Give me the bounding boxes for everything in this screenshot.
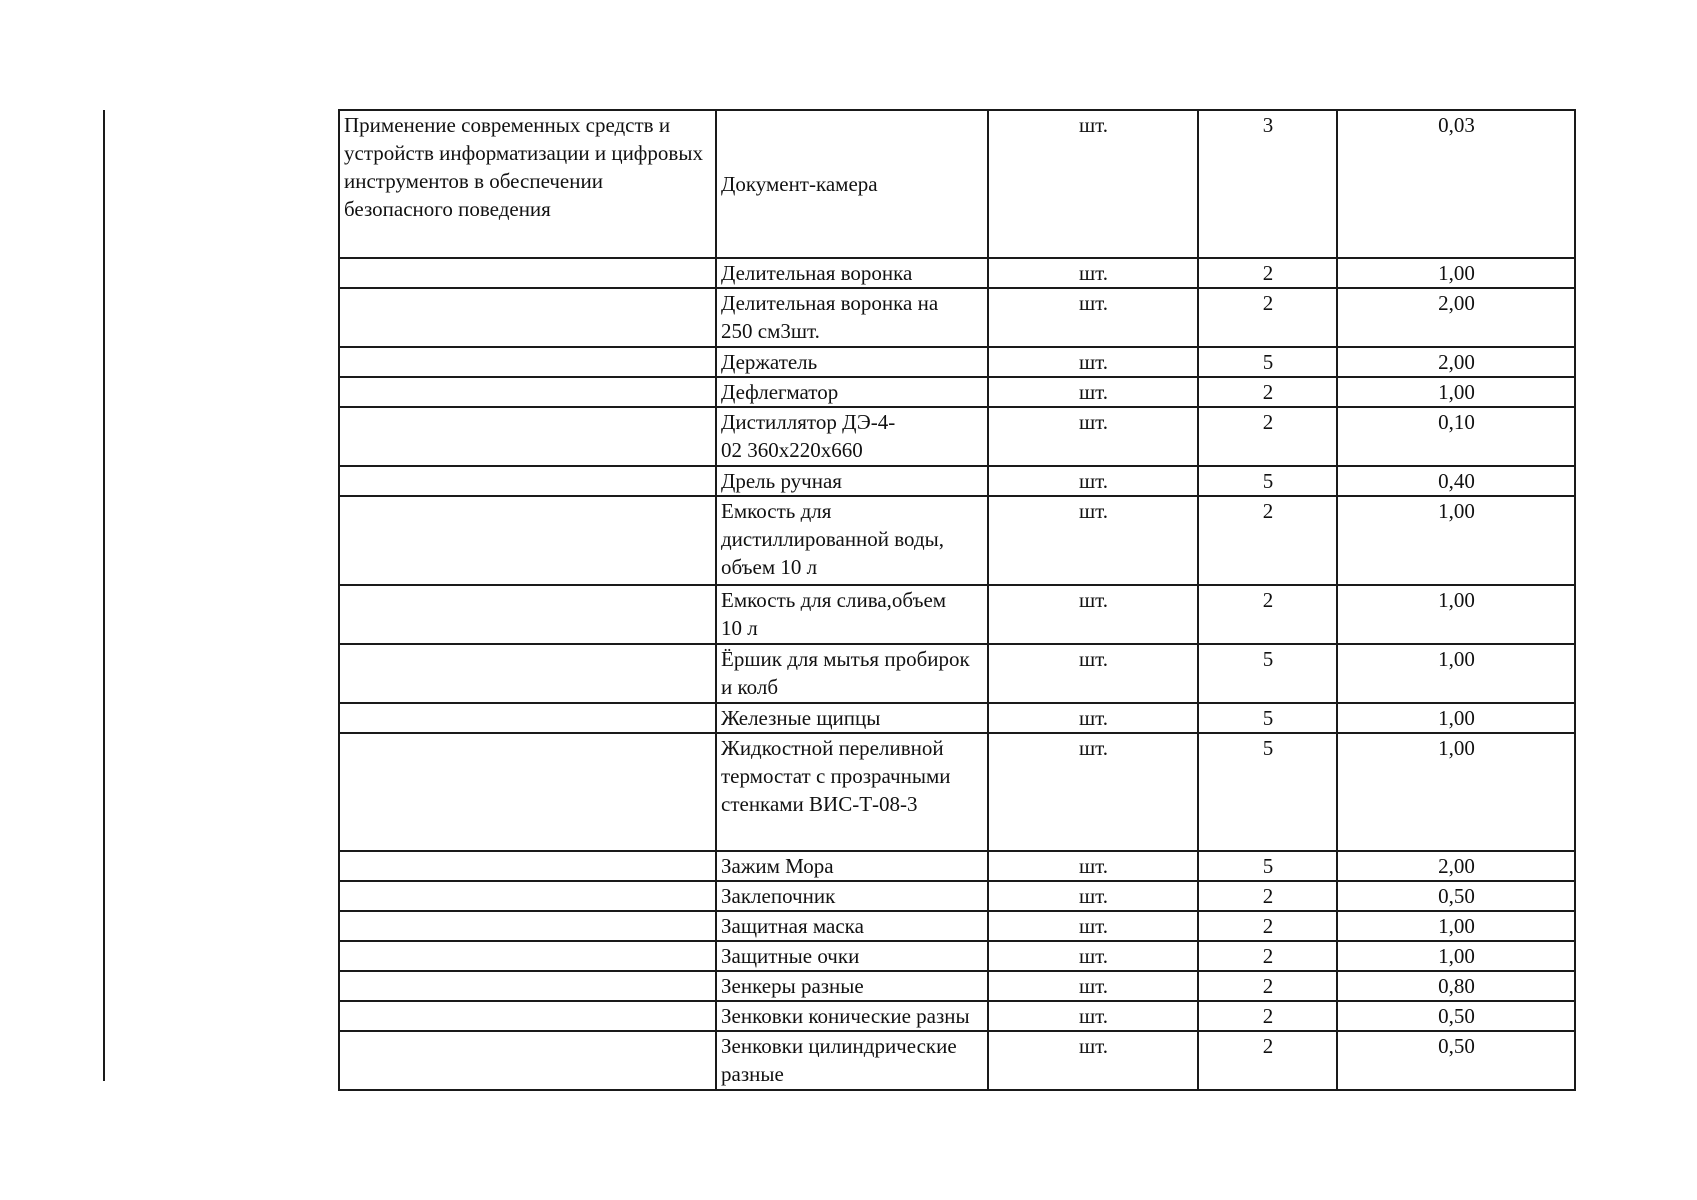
unit-cell: шт. xyxy=(988,377,1198,407)
table-row xyxy=(339,1001,1575,1031)
quantity-cell: 5 xyxy=(1198,644,1337,703)
table-row xyxy=(339,496,1575,585)
item-name-cell: Зенковки цилиндрические разные xyxy=(716,1031,988,1090)
quantity-cell: 2 xyxy=(1198,1031,1337,1090)
table-row xyxy=(339,911,1575,941)
table-row xyxy=(339,1031,1575,1090)
norm-cell: 1,00 xyxy=(1337,585,1575,644)
section-cell xyxy=(339,466,716,496)
item-name-cell: Дрель ручная xyxy=(716,466,988,496)
unit-cell: шт. xyxy=(988,585,1198,644)
norm-cell: 0,10 xyxy=(1337,407,1575,466)
norm-cell: 0,03 xyxy=(1337,110,1575,258)
quantity-cell: 2 xyxy=(1198,496,1337,585)
item-name-cell: Делительная воронка xyxy=(716,258,988,288)
norm-cell: 1,00 xyxy=(1337,496,1575,585)
section-cell xyxy=(339,703,716,733)
item-name-cell: Железные щипцы xyxy=(716,703,988,733)
unit-cell: шт. xyxy=(988,466,1198,496)
quantity-cell: 2 xyxy=(1198,407,1337,466)
norm-cell: 2,00 xyxy=(1337,288,1575,347)
item-name-cell: Емкость для дистиллированной воды, объем 10 л xyxy=(716,496,988,585)
item-name-cell: Дистиллятор ДЭ-4- 02 360х220х660 xyxy=(716,407,988,466)
section-cell xyxy=(339,1031,716,1090)
norm-cell: 1,00 xyxy=(1337,703,1575,733)
norm-cell: 0,50 xyxy=(1337,881,1575,911)
section-cell xyxy=(339,407,716,466)
section-cell xyxy=(339,941,716,971)
quantity-cell: 2 xyxy=(1198,911,1337,941)
quantity-cell: 2 xyxy=(1198,1001,1337,1031)
item-name-cell: Зенкеры разные xyxy=(716,971,988,1001)
section-cell xyxy=(339,911,716,941)
unit-cell: шт. xyxy=(988,971,1198,1001)
item-name-cell: Защитные очки xyxy=(716,941,988,971)
norm-cell: 1,00 xyxy=(1337,733,1575,851)
section-cell xyxy=(339,733,716,851)
table-row xyxy=(339,258,1575,288)
unit-cell: шт. xyxy=(988,881,1198,911)
quantity-cell: 2 xyxy=(1198,971,1337,1001)
unit-cell: шт. xyxy=(988,703,1198,733)
section-cell xyxy=(339,496,716,585)
section-cell xyxy=(339,377,716,407)
section-cell xyxy=(339,644,716,703)
quantity-cell: 5 xyxy=(1198,733,1337,851)
norm-cell: 1,00 xyxy=(1337,911,1575,941)
norm-cell: 2,00 xyxy=(1337,851,1575,881)
norm-cell: 0,50 xyxy=(1337,1001,1575,1031)
quantity-cell: 2 xyxy=(1198,377,1337,407)
unit-cell: шт. xyxy=(988,288,1198,347)
item-name-cell: Ёршик для мытья пробирок и колб xyxy=(716,644,988,703)
quantity-cell: 5 xyxy=(1198,347,1337,377)
quantity-cell: 3 xyxy=(1198,110,1337,258)
unit-cell: шт. xyxy=(988,407,1198,466)
norm-cell: 1,00 xyxy=(1337,941,1575,971)
item-name-cell: Зенковки конические разны xyxy=(716,1001,988,1031)
equipment-table xyxy=(338,109,1576,1091)
table-row xyxy=(339,733,1575,851)
quantity-cell: 5 xyxy=(1198,466,1337,496)
section-cell xyxy=(339,881,716,911)
unit-cell: шт. xyxy=(988,911,1198,941)
norm-cell: 1,00 xyxy=(1337,377,1575,407)
section-cell xyxy=(339,851,716,881)
item-name-cell: Делительная воронка на 250 см3шт. xyxy=(716,288,988,347)
unit-cell: шт. xyxy=(988,941,1198,971)
norm-cell: 0,40 xyxy=(1337,466,1575,496)
section-cell xyxy=(339,258,716,288)
table-row xyxy=(339,377,1575,407)
table-row xyxy=(339,288,1575,347)
table-row xyxy=(339,851,1575,881)
quantity-cell: 5 xyxy=(1198,851,1337,881)
table-row xyxy=(339,466,1575,496)
norm-cell: 1,00 xyxy=(1337,258,1575,288)
table-row xyxy=(339,941,1575,971)
unit-cell: шт. xyxy=(988,733,1198,851)
table-row xyxy=(339,703,1575,733)
unit-cell: шт. xyxy=(988,644,1198,703)
section-cell xyxy=(339,585,716,644)
item-name-cell: Зажим Мора xyxy=(716,851,988,881)
table-row xyxy=(339,881,1575,911)
unit-cell: шт. xyxy=(988,496,1198,585)
table-row xyxy=(339,971,1575,1001)
unit-cell: шт. xyxy=(988,258,1198,288)
table-row xyxy=(339,407,1575,466)
table-row xyxy=(339,585,1575,644)
table-row xyxy=(339,644,1575,703)
quantity-cell: 2 xyxy=(1198,258,1337,288)
item-name-cell: Защитная маска xyxy=(716,911,988,941)
norm-cell: 0,50 xyxy=(1337,1031,1575,1090)
item-name-cell: Жидкостной переливной термостат с прозрачными стенками ВИС-Т-08-3 xyxy=(716,733,988,851)
quantity-cell: 2 xyxy=(1198,941,1337,971)
quantity-cell: 5 xyxy=(1198,703,1337,733)
section-cell xyxy=(339,347,716,377)
quantity-cell: 2 xyxy=(1198,585,1337,644)
table-row xyxy=(339,347,1575,377)
unit-cell: шт. xyxy=(988,110,1198,258)
unit-cell: шт. xyxy=(988,851,1198,881)
page-margin-line xyxy=(103,110,105,1081)
item-name-cell: Дефлегматор xyxy=(716,377,988,407)
item-name-cell: Заклепочник xyxy=(716,881,988,911)
section-cell xyxy=(339,288,716,347)
norm-cell: 0,80 xyxy=(1337,971,1575,1001)
section-cell: Применение современных средств и устройств информатизации и цифровых инструментов в обеспечении безопасного поведения xyxy=(339,110,716,258)
quantity-cell: 2 xyxy=(1198,288,1337,347)
norm-cell: 2,00 xyxy=(1337,347,1575,377)
item-name-cell: Емкость для слива,объем 10 л xyxy=(716,585,988,644)
table-row xyxy=(339,110,1575,258)
norm-cell: 1,00 xyxy=(1337,644,1575,703)
quantity-cell: 2 xyxy=(1198,881,1337,911)
section-cell xyxy=(339,1001,716,1031)
item-name-cell: Документ-камера xyxy=(716,110,988,258)
item-name-cell: Держатель xyxy=(716,347,988,377)
unit-cell: шт. xyxy=(988,1001,1198,1031)
section-cell xyxy=(339,971,716,1001)
unit-cell: шт. xyxy=(988,347,1198,377)
unit-cell: шт. xyxy=(988,1031,1198,1090)
